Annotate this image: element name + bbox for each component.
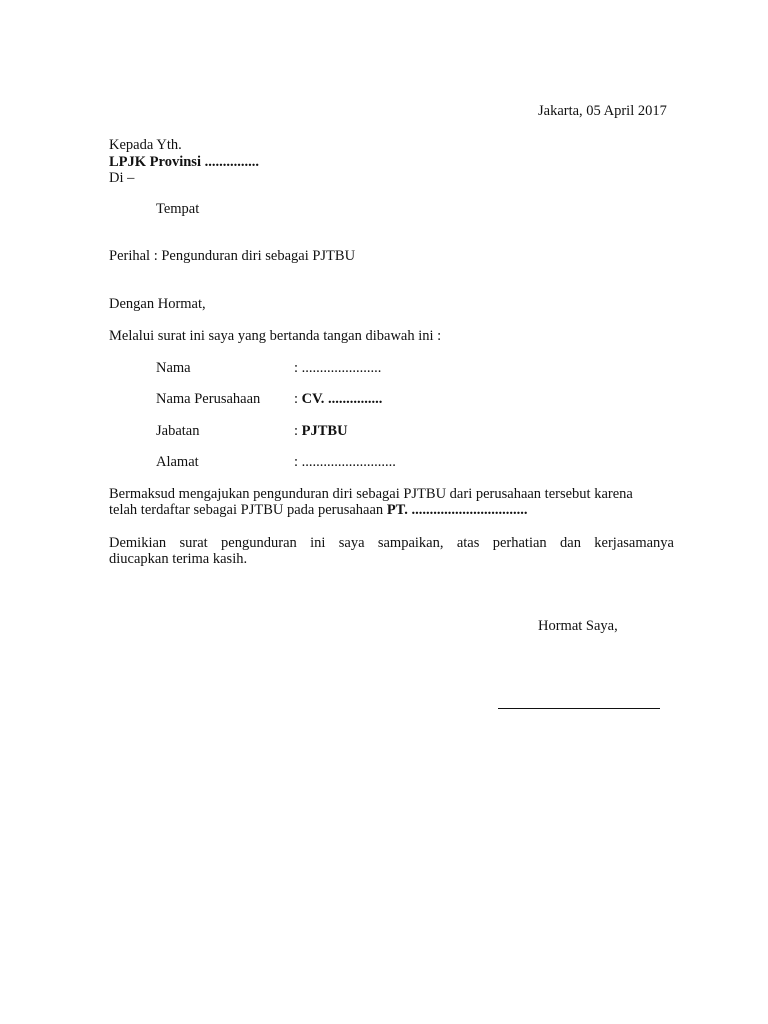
- field-value-alamat: [294, 454, 396, 471]
- subject-line: Perihal : Pengunduran diri sebagai PJTBU: [109, 248, 356, 264]
- closing-line1: Demikian surat pengunduran ini saya sampaikan, atas perhatian dan kerjasamanya: [109, 535, 674, 551]
- body-text: telah terdaftar sebagai PJTBU pada perusahaan: [109, 502, 384, 518]
- intro-text: Melalui surat ini saya yang bertanda tangan dibawah ini :: [109, 328, 442, 344]
- signature-line: [498, 708, 660, 709]
- field-value: ......................: [301, 360, 382, 376]
- field-value-jabatan: [294, 423, 348, 440]
- field-label-alamat: Alamat: [156, 454, 199, 470]
- closing-line2: diucapkan terima kasih.: [109, 551, 248, 567]
- place-date: Jakarta, 05 April 2017: [538, 103, 667, 119]
- field-label-nama: Nama: [156, 360, 191, 376]
- recipient-di: Di –: [109, 170, 135, 186]
- field-value-nama: [294, 360, 381, 377]
- field-sep: :: [294, 454, 299, 470]
- closing-paragraph: [109, 535, 674, 567]
- signoff: Hormat Saya,: [538, 618, 618, 634]
- field-value: PJTBU: [301, 423, 348, 439]
- field-value: CV. ...............: [301, 391, 383, 407]
- field-value: ..........................: [301, 454, 396, 470]
- body-paragraph-line2: [109, 502, 528, 519]
- field-sep: :: [294, 391, 299, 407]
- recipient-tempat: Tempat: [156, 201, 200, 217]
- field-label-jabatan: Jabatan: [156, 423, 200, 439]
- field-value-perusahaan: [294, 391, 382, 408]
- field-sep: :: [294, 360, 299, 376]
- field-sep: :: [294, 423, 299, 439]
- body-paragraph-line1: Bermaksud mengajukan pengunduran diri sebagai PJTBU dari perusahaan tersebut karena: [109, 486, 633, 502]
- field-label-perusahaan: Nama Perusahaan: [156, 391, 261, 407]
- recipient-name: LPJK Provinsi ...............: [109, 154, 259, 170]
- recipient-greeting: Kepada Yth.: [109, 137, 182, 153]
- company-pt: PT. ................................: [386, 502, 528, 518]
- salutation: Dengan Hormat,: [109, 296, 206, 312]
